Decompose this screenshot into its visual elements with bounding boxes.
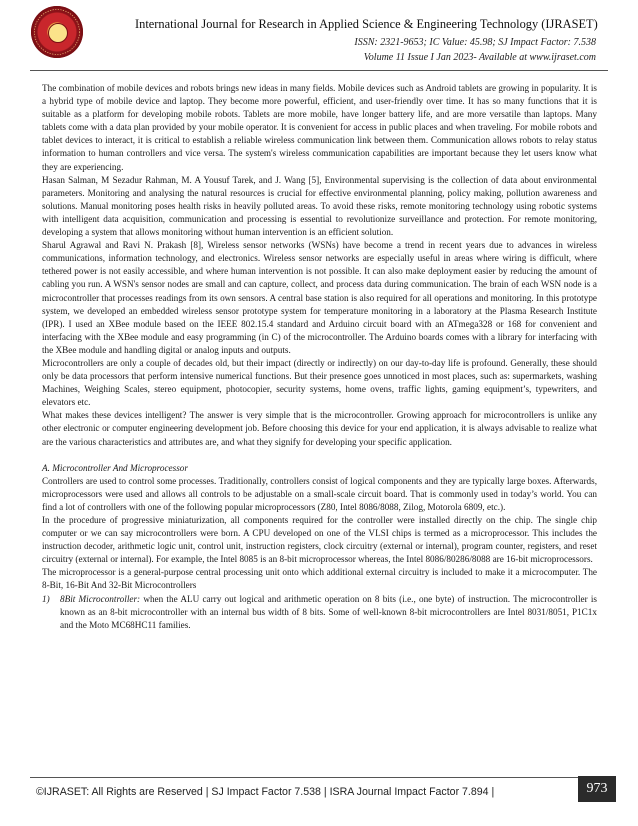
paragraph: What makes these devices intelligent? The answer is very simple that is the microcontroller. Growing approach for microcontrollers is unlike any other electronic or computer engineering development job. Before choosing this device for your end application, it is always advisable to realize what are the various characteristics and attributes are, and what they signify for developing your specific application. (42, 410, 597, 447)
paragraph: In the procedure of progressive miniaturization, all components required for the controller were installed directly on the chip. The single chip computer or we can say microcontrollers were born. A CPU developed on one of the VLSI chips is termed as a microprocessor. This includes the instruction decoder, arithmetic logic unit, control unit, instruction registers, clock circuitry (external or internal), program counter, registers, and reset circuitry (external or internal). For example, the Intel 8085 is an 8-bit microprocessor whereas, the Intel 8086/80286/8088 are 16-bit microprocessors. (42, 515, 597, 565)
footer-divider (30, 777, 608, 778)
list-item-lead: 8Bit Microcontroller: (60, 593, 141, 604)
section-heading: A. Microcontroller And Microprocessor (42, 462, 188, 473)
paragraph: Hasan Salman, M Sezadur Rahman, M. A Yousuf Tarek, and J. Wang [5], Environmental supervising is the collection of data about environmental parameters. Monitoring and analysing the natural resources is crucial for effective environmental planning, policy making, pollution awareness and solutions. Manual monitoring poses health risks in heavily polluted areas. To avoid these risks, remote monitoring technology using robotic systems with intelligent data acquisition, communication and processing is essential to revolutionize surveillance and protection. For remote monitoring, developing a system that allows monitoring without human intervention is an efficient solution. (42, 174, 597, 238)
paragraph: Sharul Agrawal and Ravi N. Prakash [8], Wireless sensor networks (WSNs) have become a trend in recent years due to advances in wireless communications, information technology, and electronics. Wireless sensor networks are especially useful in areas where wiring is difficult, where tethered power is not easily accessible, and where human intervention is not possible. It can also make deployment easier by reducing the amount of cabling you run. A WSN's sensor nodes are small and can capture, collect, and process data during communication. The brain of each WSN node is a microcontroller that processes readings from its own sensors. A central base station is also required for all operations and monitoring. In this prototype system, we developed an embedded wireless sensor prototype system for temperature monitoring in a laboratory at the Plasma Research Institute (IPR). I used an XBee module based on the IEEE 802.15.4 standard and Arduino circuit board with an ATmega328 or 168 for convenient and interfacing with the XBee module and easy programming (in C) of the microcontroller. The Arduino boards comes with a library for interfacing with the XBee module and handling digital or analog inputs and outputs. (42, 240, 597, 355)
page-number: 973 (578, 776, 616, 802)
paragraph: The microprocessor is a general-purpose central processing unit onto which additional external circuitry is included to make it a microcomputer. The 8-Bit, 16-Bit And 32-Bit Microcontrollers (42, 567, 597, 591)
paragraph: Controllers are used to control some processes. Traditionally, controllers consist of logical components and they are typically large boxes. Afterwards, microprocessors were used and allows all controls to be adjustable on a small-scale circuit board. That is commonly used in today’s world. You can find a lot of controllers with one of the following popular microprocessors (Z80, Intel 8086/8088, Zilog, Motorola 6809, etc.). (42, 475, 597, 512)
logo-center (48, 23, 68, 43)
volume-line: Volume 11 Issue I Jan 2023- Available at www.ijraset.com (363, 52, 596, 63)
footer-copyright: ©IJRASET: All Rights are Reserved | SJ Impact Factor 7.538 | ISRA Journal Impact Factor 7.894 | (36, 786, 495, 798)
paragraph: Microcontrollers are only a couple of decades old, but their impact (directly or indirectly) on our day-to-day life is profound. Generally, these should only be data processors that perform intensive numerical functions. But their presence goes unnoticed in most places, such as: supermarkets, washing Machines, Weighing Scales, stereo equipment, photocopier, security systems, home ovens, traffic lights, gaming equipment’s, typewriters, and elevators etc. (42, 357, 597, 408)
list-item-text: when the ALU carry out logical and arithmetic operation on 8 bits (i.e., one byte) of instruction. The microcontroller is known as an 8-bit microcontroller with an internal bus width of 8 bits. Some of well-known 8-bit microcontrollers are Intel 8031/8051, P1C1x and the Moto MC68HC11 families. (60, 593, 598, 630)
journal-title: International Journal for Research in Applied Science & Engineering Technology (IJRASET) (135, 17, 598, 31)
list-item (42, 593, 597, 632)
article-body (42, 82, 597, 632)
header-divider (30, 70, 608, 71)
issn-line: ISSN: 2321-9653; IC Value: 45.98; SJ Impact Factor: 7.538 (354, 37, 596, 48)
journal-logo (31, 6, 83, 58)
list-item-number: 1) (42, 593, 50, 604)
paragraph: The combination of mobile devices and robots brings new ideas in many fields. Mobile devices such as Android tablets are growing in popularity. It is a hybrid type of mobile device and laptop. They become more powerful, efficient, and user-friendly over time. It has so many functions that it is suitable as a platform for developing mobile robots. Tablets are more mobile, have longer battery life, and are more versatile than laptops. Many tablets come with a data plan provided by your mobile operator. It is convenient for access in public places and when traveling. For mobile robots and tablet devices to interact, it is critical to establish a reliable wireless communication link between them. Communication allows robots to relay status information to human controllers and vice versa. The system's wireless communication capabilities are important because they let users know what they are experiencing. (42, 83, 597, 172)
